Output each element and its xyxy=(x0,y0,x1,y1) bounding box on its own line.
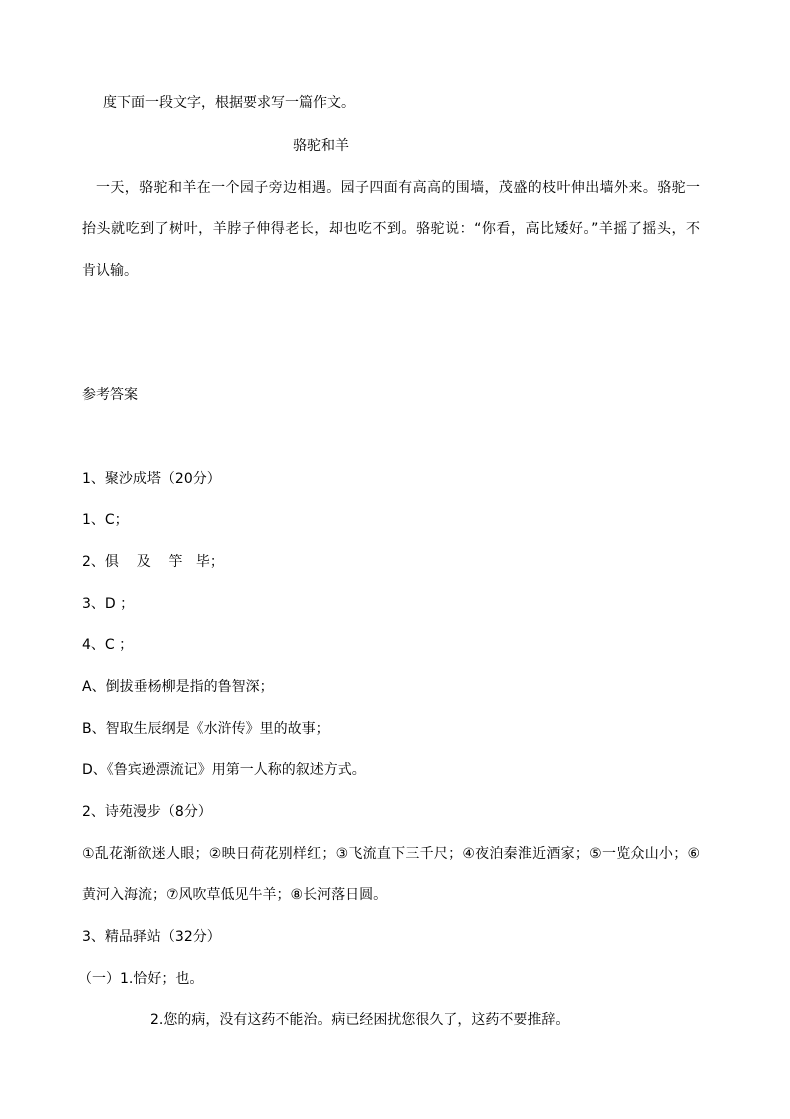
section3-line-1: （一）1.恰好；也。 xyxy=(78,971,204,987)
section2-title: 2、诗苑漫步（8分） xyxy=(82,804,212,820)
section3-title: 3、精品驿站（32分） xyxy=(82,929,221,945)
section2-line-2: 黄河入海流；⑦风吹草低见牛羊；⑧长河落日圆。 xyxy=(82,887,388,903)
prompt-paragraph-line-2: 抬头就吃到了树叶，羊脖子伸得老长，却也吃不到。骆驼说：“你看，高比矮好。”羊摇了摇头，不 xyxy=(82,221,700,237)
section1-item-4: 4、C ； xyxy=(82,637,134,653)
section2-line-1: ①乱花渐欲迷人眼；②映日荷花别样红；③飞流直下三千尺；④夜泊秦淮近酒家；⑤一览众山小；⑥ xyxy=(82,846,700,862)
section3-line-2: 2.您的病，没有这药不能治。病已经困扰您很久了，这药不要推辞。 xyxy=(150,1012,570,1028)
prompt-title: 骆驼和羊 xyxy=(293,138,349,154)
section1-item-2: 2、俱 及 竽 毕； xyxy=(82,554,224,570)
section1-item-1: 1、C； xyxy=(82,512,129,528)
section1-item-b: B、智取生辰纲是《水浒传》里的故事； xyxy=(82,721,330,737)
answers-heading: 参考答案 xyxy=(82,387,138,403)
section1-item-d: D、《鲁宾逊漂流记》用第一人称的叙述方式。 xyxy=(82,762,366,778)
section1-item-3: 3、D ； xyxy=(82,596,135,612)
section1-item-a: A、倒拔垂杨柳是指的鲁智深； xyxy=(82,679,274,695)
prompt-paragraph-line-3: 肯认输。 xyxy=(82,263,138,279)
prompt-paragraph-line-1: 一天，骆驼和羊在一个园子旁边相遇。园子四面有高高的围墙，茂盛的枝叶伸出墙外来。骆驼一 xyxy=(96,180,700,196)
prompt-instruction: 度下面一段文字，根据要求写一篇作文。 xyxy=(103,95,355,111)
section1-title: 1、聚沙成塔（20分） xyxy=(82,471,221,487)
